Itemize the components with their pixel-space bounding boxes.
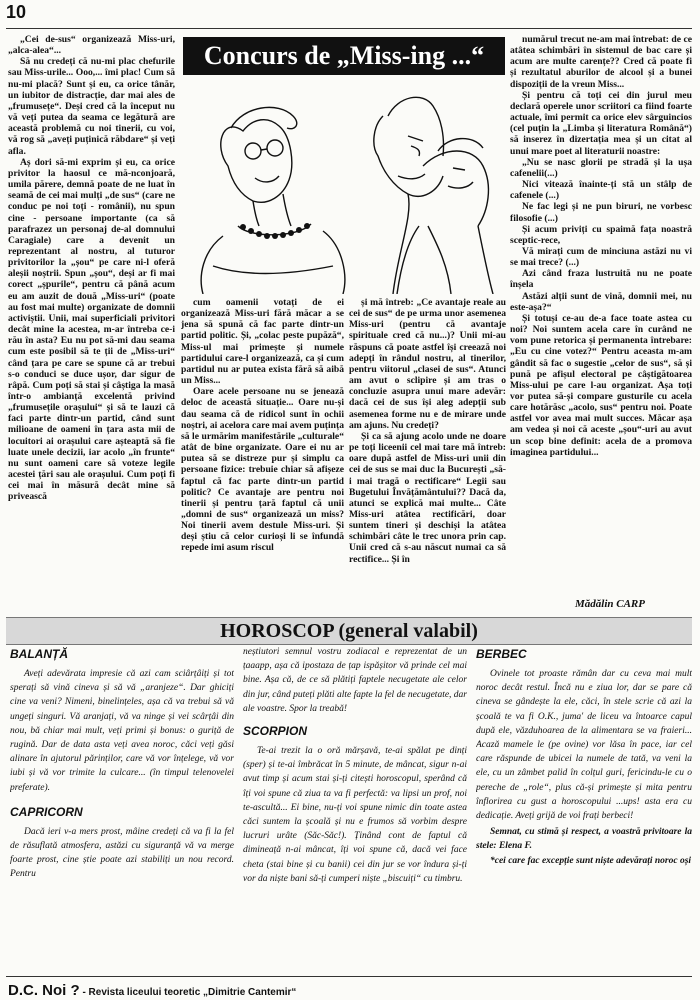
article-paragraph: „Cei de-sus“ organizează Miss-uri, „alca-alea“... <box>8 34 175 57</box>
article-paragraph: Și ca să ajung acolo unde ne doare pe toți liceenii cel mai tare mă întreb: oare după astfel de Miss-uri unii din cei de sus se mai duc la București „să-i mai tragă o rectificare“ Legii sau Bugetului Învățământului?? Dacă da, atunci se explică mai multe... Câte Miss-uri atâtea rectificări, doar suntem tineri și deschiși la atâtea schimbări câte le trec unora prin cap. Unii cred că s-au născut numai ca să rectifice... Și în <box>349 430 506 565</box>
horoscope-note: *cei care fac excepție sunt niște adevărați noroc oși <box>490 855 692 866</box>
zodiac-heading: SCORPION <box>243 724 308 739</box>
article-column-2 <box>181 297 344 615</box>
poem-line: Azi când fraza lustruită nu ne poate înșela <box>510 268 692 291</box>
poem-line: Nici vitează înainte-ți stă un stâlp de cafenele (...) <box>510 179 692 202</box>
horoscope-title: HOROSCOP (general valabil) <box>6 617 692 645</box>
horoscope-text: Dacă ieri v-a mers prost, mâine credeți că va fi la fel de răsuflată atmosfera, astăzi cu siguranță vă va merge foarte prost, cine știe poate azi stabiliți un nou record. Pentru <box>10 826 234 880</box>
article-paragraph: Oare acele persoane nu se jenează deloc de această situație... Oare nu-și dau seama că de ridicol sunt în ochii noștri, ai acelora care mai avem puțința să le urmărim manifestările „culturale“ atât de bine organizate. Oare ei nu ar putea să se distreze pur și simplu ca persoane fizice: trebuie chiar să afișeze faptul că fac parte dintr-un partid politic? Ce avantaje are pentru noi tinerii și pentru țară faptul că unii „domni de sus“ organizează un miss? Noi tinerii avem destule Miss-uri. Și deși știu că celor curioși li se înfundă repede imi asum riscul <box>181 386 344 554</box>
zodiac-heading: BALANȚĂ <box>10 647 68 661</box>
horoscope-column-2 <box>243 645 467 975</box>
poem-line: Vă mirați cum de minciuna astăzi nu vi se mai trece? (...) <box>510 245 692 269</box>
article-author: Mădălin CARP <box>575 598 645 610</box>
article-paragraph: Și totuși ce-au de-a face toate astea cu noi? Noi suntem acela care în curând ne vom pune retorica și permanenta întrebare: „Eu cu cine votez?“ Pentru aceasta m-am gândit să fac o sugestie „celor de sus“, să și pună pe afișul electoral pe câștigătoarea Miss-ului pe care l-au organizat. Așa toți vor putea să-și compare gusturile cu acela care hotărăsc „acolo, sus“ pentru noi. Poate astfel vor avea mai mult succes. Măcar așa am vedea și noi că aceste „șou“-uri au avut un scop bine definit: acela de a promova imaginea partidului... <box>510 312 692 458</box>
poem-line: Astăzi alții sunt de vină, domnii mei, nu este-așa?“ <box>510 290 692 313</box>
horoscope-text: Te-ai trezit la o oră mărșavă, te-ai spălat pe dinți (sper) și te-ai îmbrăcat în 5 minute, de mâncat, sigur n-ai avut timp și acum stai și-ți citești horoscopul, sperând că îți voi spune că ziua ta va fi perfectă: va lipsi un prof, noi te-ascultă... Ei bine, nu-ți voi spune nimic din toate astea căci suntem la școală și nu e frumos să vorbim despre lucruri urâte (Săc-Săc!). Ținând cont de faptul că dimineață n-ai mâncat, îți voi spune că, dacă vei face cheta (stai bine și cu banii) cei din jur se vor îndura și-ți vor da niște bani să-ți cumperi niște „biscuiți“ cu timbru. <box>243 746 467 884</box>
magazine-name: D.C. Noi ? <box>8 982 80 999</box>
caricature-illustration <box>183 76 505 294</box>
horoscope-column-3 <box>476 645 692 975</box>
article-paragraph: Aș dori să-mi exprim și eu, ca orice privitor la haosul ce mă-nconjoară, umila părere, demnă poate de ne luat în seamă de cei mai mulți „de sus“ (care ne conduc pe noi toți - românii), nu spun cine - persoane importante (ca să parafrazez un personaj de-al domnului Caragiale) care a devenit un reprezentant al nostru, al tuturor privitorilor la „șou“ pe care ni-l oferă aleșii noștrii. Spun „șou“, deși ar fi mai corect „șpurile“, pentru că până acum eu am auzit de două „Miss-uri“ (poate au fost mai multe) organizate de domnii activiștii. Unii, mai superficiali privitori decât mine la acestea, m-ar întreba ce-i rău în asta? Eu nu pot să-mi dau seama cum este posibil să te ții de „Miss-uri“ când țara pe care se spune că ar trebui s-o conduci se duce ușor, dar sigur de râpă. Cum poți să stai și câștiga la masă într-o ambianță excelentă privind „frumusețile orașului“ și să te lauzi că faci parte dintr-un partid, când sunt milioane de oameni în țara asta mii de locuitori ai orașului care așteaptă să fie luate unele decizii, iar acolo „în frunte“ nu sunt oameni care să voteze legile acestei țări sau ale orașului. Cum poți fi cei mai în măsură decât mine să privească <box>8 156 175 503</box>
magazine-subtitle: - Revista liceului teoretic „Dimitrie Cantemir“ <box>79 987 297 998</box>
poem-line: Și acum priviți cu spaimă fața noastră sceptic-rece, <box>510 223 692 246</box>
zodiac-heading: CAPRICORN <box>10 804 83 819</box>
article-title: Concurs de „Miss-ing ...“ <box>183 37 505 75</box>
article-paragraph: Și pentru că toți cei din jurul meu declară operele unor scriitori ca fiind foarte actuale, îmi permit ca orice elev sârguincios (cel puțin la „Limba și literatura Română“) să inserez în dizertația mea și un citat al unui mare poet al literaturii noastre: <box>510 89 692 157</box>
zodiac-heading: BERBEC <box>476 647 527 661</box>
article-paragraph: și mă întreb: „Ce avantaje reale au cei de sus“ de pe urma unor asemenea Miss-uri (pentru că avantaje spirituale cred că nu...)? Unii mi-au răspuns că poate astfel își creează noi adepți în rândul nostru, al tinerilor, pentru viitorul „clasei de sus“. Atunci am avut o sclipire și am tras o concluzie asupra unui mare adevăr: dacă cei de sus își aleg adepții sub asemenea forme nu e de mirare unde am ajuns. Nu credeți? <box>349 297 506 431</box>
poem-line: „Nu se nasc glorii pe stradă și la ușa cafenelii(...) <box>510 156 692 179</box>
article-paragraph: numărul trecut ne-am mai întrebat: de ce atâtea schimbări în sistemul de bac care și acum are multe carențe?? Cred că poate fi și rezultatul aburilor de alcool și a bunei dispoziții de la vreun Miss... <box>510 34 692 90</box>
article-column-3 <box>349 297 506 615</box>
horoscope-text: neștiutori semnul vostru zodiacal e reprezentat de un țaaapp, așa că ipostaza de țap ispășitor vă prinde cel mai bine. Așa că, de ce să plătiți faptele necugetate ale celor din jur, când puteți plăti alte fapte la fel de necugetate, dar ale voastre. Spor la treabă! <box>243 647 467 714</box>
article-column-4 <box>510 34 692 589</box>
horoscope-text: Aveți adevărata impresie că azi cam sciârțâiți și tot sperați să vină cineva și să vă „aranjeze“. Dar ghiciți cine va veni? Nimeni, binelințeles, așa că va trebui să vă ungeți singuri. Vă aranjați, vă va ninge și vei scârțâi din nou, bă chiar mai mult, veți primi și bonus: o guriță de rugină. Dar de data asta veți avea noroc, căci veți găsi alinare în ajutorul părinților, care vă vor înțelege, vă vor iubi și vă vor trimite la culcare... (în timpul telenovelei preferate). <box>10 669 234 793</box>
poem-line: Ne fac legi și ne pun biruri, ne vorbesc filosofie (...) <box>510 201 692 224</box>
article-paragraph: cum oamenii votați de ei organizează Miss-uri fără măcar a se jena să spună că fac parte dintr-un partid politic. Și, „colac peste pupăză“, Miss-ul mai primește și numele partidului care-l organizează, ca și cum partidul nu ar putea exista fără să aibă un Miss... <box>181 297 344 387</box>
page-number: 10 <box>6 2 27 22</box>
article-column-1 <box>8 34 175 612</box>
article-paragraph: Să nu credeți că nu-mi plac chefurile sau Miss-urile... Ooo,... îmi plac! Cum să nu-mi placă? Sunt și eu, ca orice tânăr, un iubitor de distracție, dar mai ales de „frumusețe“. Deși cred că la început nu vă veți putea da seama ce legătură are această problemă cu noi tinerii, cu voi, vă rog să „aveți puținică răbdare“ și veți afla. <box>8 56 175 157</box>
horoscope-column-1 <box>10 645 234 975</box>
footer-rule <box>6 976 692 977</box>
horoscope-signoff: Semnat, cu stimă și respect, a voastră privitoare la stele: Elena F. <box>476 827 692 852</box>
horoscope-text: Ovinele tot proaste rămân dar cu ceva mai mult noroc decât restul. Încă nu e ziua lor, dar se pare că cineva se gândește la ele, căci, în stele scrie că azi la școală te va fi O.K., juma' de liceu va întoarce capul după ele, văzduhoarea de la alimentara se va fraieri... Acază mamele le (pe ovine) vor lăsa în pace, iar cel care răspunde de ubicei la numele de tată, va veni la ele, cu un zâmbet palid în colțul guri, fericindu-le cu o pereche de „role“, plus că-și primește și mita pentru înflorirea cu gust a horoscopului ...ups! asta era cu dedicație. Aveți grijă de voi frați berbeci! <box>476 669 692 822</box>
footer <box>8 982 296 999</box>
top-rule <box>6 28 692 29</box>
